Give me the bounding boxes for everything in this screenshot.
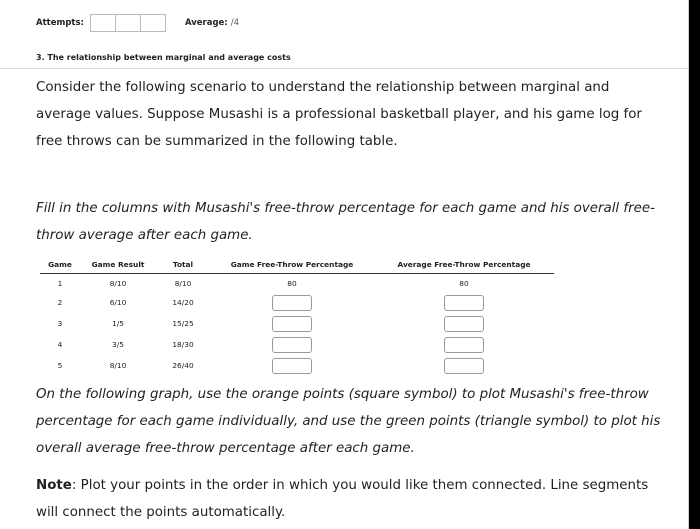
cell-game: 5 — [57, 361, 63, 370]
game-pct-input-5[interactable] — [272, 358, 312, 374]
cell-total: 15/25 — [172, 319, 194, 328]
attempt-box — [115, 14, 141, 32]
cell-result: 8/10 — [109, 361, 127, 370]
attempt-box — [90, 14, 116, 32]
cell-game: 3 — [57, 319, 63, 328]
header-total: Total — [156, 257, 210, 274]
game-log-table-container — [40, 257, 554, 376]
note-text: : Plot your points in the order in which you would like them connected. Line segments will connect the points automatically. — [36, 478, 649, 520]
header-game-result: Game Result — [80, 257, 156, 274]
note-label: Note — [36, 478, 72, 493]
cell-total: 18/30 — [172, 340, 194, 349]
cell-game: 4 — [57, 340, 63, 349]
header-avg-ft-pct: Average Free-Throw Percentage — [374, 257, 554, 274]
cell-result: 1/5 — [112, 319, 124, 328]
cell-avg-pct — [374, 334, 554, 355]
table-header-row — [40, 257, 554, 274]
divider — [0, 68, 688, 69]
cell-game: 2 — [57, 298, 63, 307]
table-row — [40, 313, 554, 334]
attempt-box — [140, 14, 166, 32]
cell-avg-pct — [374, 355, 554, 376]
game-pct-input-4[interactable] — [272, 337, 312, 353]
avg-pct-input-3[interactable] — [444, 316, 484, 332]
table-row — [40, 334, 554, 355]
question-title: 3. The relationship between marginal and average costs — [36, 53, 291, 62]
cell-total: 26/40 — [172, 361, 194, 370]
cell-game-pct — [210, 355, 374, 376]
cell-game-pct — [210, 334, 374, 355]
game-pct-input-3[interactable] — [272, 316, 312, 332]
cell-game-pct — [210, 292, 374, 313]
instruction-paragraph: Fill in the columns with Musashi's free-throw percentage for each game and his overall free-throw average after each game. — [36, 201, 655, 243]
cell-game-pct: 80 — [287, 278, 297, 288]
cell-avg-pct — [374, 313, 554, 334]
average-label: Average: — [184, 18, 228, 28]
table-row — [40, 292, 554, 313]
cell-result: 6/10 — [109, 298, 127, 307]
table-row — [40, 355, 554, 376]
graph-instruction-paragraph: On the following graph, use the orange points (square symbol) to plot Musashi's free-throw percentage for each game individually, and use the green points (triangle symbol) to plot his overall average free-throw percentage after each game. — [36, 387, 661, 456]
header-game: Game — [40, 257, 80, 274]
cell-total: 8/10 — [174, 278, 192, 288]
avg-pct-input-4[interactable] — [444, 337, 484, 353]
game-log-table — [40, 257, 554, 376]
attempts-label: Attempts: — [36, 18, 84, 28]
cell-result: 3/5 — [112, 340, 124, 349]
intro-paragraph: Consider the following scenario to understand the relationship between marginal and average values. Suppose Musashi is a professional basketball player, and his game log for free throws can be summarized in the following table. — [36, 80, 642, 149]
game-pct-input-2[interactable] — [272, 295, 312, 311]
cell-avg-pct: 80 — [459, 278, 469, 288]
note-paragraph — [36, 472, 666, 526]
cell-total: 14/20 — [172, 298, 194, 307]
cell-game-pct — [210, 313, 374, 334]
avg-pct-input-5[interactable] — [444, 358, 484, 374]
avg-pct-input-2[interactable] — [444, 295, 484, 311]
attempts-row — [36, 14, 239, 32]
table-row — [40, 274, 554, 293]
cell-result: 8/10 — [109, 278, 127, 288]
attempt-indicators — [90, 14, 165, 32]
average-value: /4 — [230, 18, 239, 28]
header-game-ft-pct: Game Free-Throw Percentage — [210, 257, 374, 274]
cell-avg-pct — [374, 292, 554, 313]
cell-game: 1 — [57, 278, 63, 288]
